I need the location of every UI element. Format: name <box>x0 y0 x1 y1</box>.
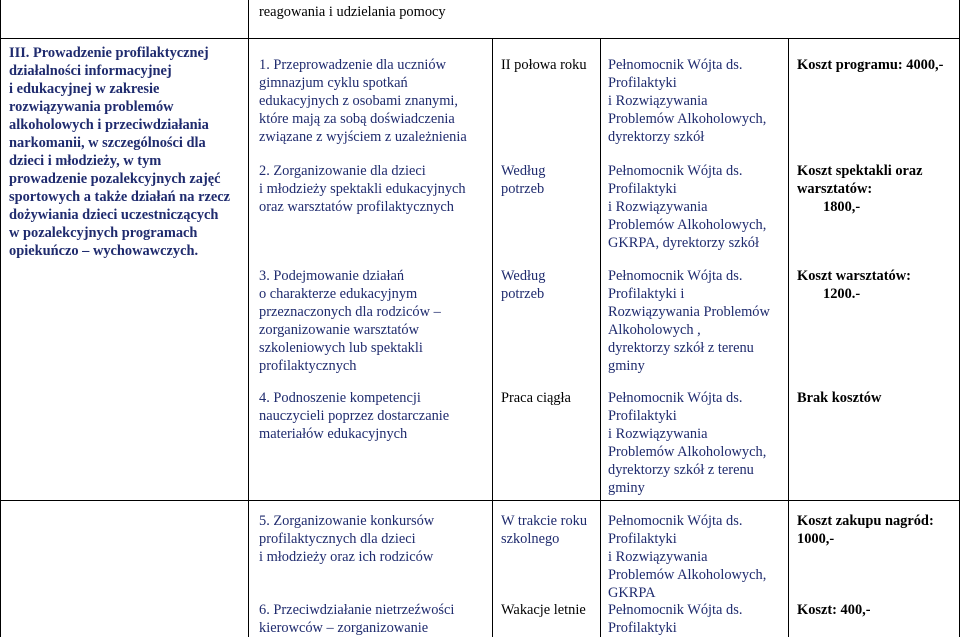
task-term <box>501 162 545 198</box>
text-line: Problemów Alkoholowych, <box>608 111 767 127</box>
text-line: Problemów Alkoholowych, <box>608 444 767 460</box>
text-line: Brak kosztów <box>797 390 882 406</box>
task-term <box>501 389 571 407</box>
text-line: i edukacyjnej w zakresie <box>9 81 160 97</box>
text-line: w pozalekcyjnych programach <box>9 225 198 241</box>
text-line: Pełnomocnik Wójta ds. <box>608 390 743 406</box>
text-line: opiekuńczo – wychowawczych. <box>9 243 199 259</box>
task-cost <box>797 267 911 303</box>
text-line: gimnazjum cyklu spotkań <box>259 75 408 91</box>
task-responsible <box>608 389 766 497</box>
text-line: potrzeb <box>501 286 545 302</box>
text-line: 2. Zorganizowanie dla dzieci <box>259 163 426 179</box>
task-cost <box>797 162 923 216</box>
text-line: GKRPA <box>608 585 656 601</box>
text-line: które mają za sobą doświadczenia <box>259 111 455 127</box>
text-line: szkoleniowych lub spektakli <box>259 340 423 356</box>
text-line: i Rozwiązywania <box>608 426 708 442</box>
row-divider <box>0 500 960 501</box>
text-line: Problemów Alkoholowych, <box>608 217 767 233</box>
text-line: Pełnomocnik Wójta ds. <box>608 268 743 284</box>
text-line: szkolnego <box>501 531 560 547</box>
text-line: i młodzieży oraz ich rodziców <box>259 549 434 565</box>
task-description <box>259 601 454 637</box>
text-line: profilaktycznych <box>259 358 357 374</box>
task-responsible <box>608 512 766 602</box>
text-line: dyrektorzy szkół <box>608 129 705 145</box>
text-line: Według <box>501 268 546 284</box>
text-line: i młodzieży spektakli edukacyjnych <box>259 181 466 197</box>
text-line: przeznaczonych dla rodziców – <box>259 304 441 320</box>
text-line: 6. Przeciwdziałanie nietrzeźwości <box>259 602 455 618</box>
text-line: W trakcie roku <box>501 513 588 529</box>
text-line: materiałów edukacyjnych <box>259 426 408 442</box>
text-line: edukacyjnych z osobami znanymi, <box>259 93 459 109</box>
text-line: Pełnomocnik Wójta ds. <box>608 513 743 529</box>
task-term <box>501 601 586 619</box>
task-responsible <box>608 267 770 375</box>
task-cost <box>797 389 881 407</box>
text-line: gminy <box>608 358 645 374</box>
text-line: Alkoholowych , <box>608 322 701 338</box>
text-line: II połowa roku <box>501 57 587 73</box>
row-divider <box>0 38 960 39</box>
text-line: Koszt spektakli oraz <box>797 163 923 179</box>
text-line: narkomanii, w szczególności dla <box>9 135 206 151</box>
text-line: kierowców – zorganizowanie <box>259 620 429 636</box>
text-line: 1000,- <box>797 531 835 547</box>
task-description <box>259 162 466 216</box>
text-line: Koszt warsztatów: <box>797 268 911 284</box>
text-line: i Rozwiązywania <box>608 199 708 215</box>
text-line: Profilaktyki <box>608 408 677 424</box>
text-line: Według <box>501 163 546 179</box>
text-line: Problemów Alkoholowych, <box>608 567 767 583</box>
text-line: alkoholowych i przeciwdziałania <box>9 117 209 133</box>
text-line: 5. Zorganizowanie konkursów <box>259 513 435 529</box>
text-line: dzieci i młodzieży, w tym <box>9 153 162 169</box>
text-line: oraz warsztatów profilaktycznych <box>259 199 454 215</box>
text-line: sportowych a także działań na rzecz <box>9 189 231 205</box>
text-line: 1. Przeprowadzenie dla uczniów <box>259 57 447 73</box>
section-heading <box>9 44 230 260</box>
text-line: GKRPA, dyrektorzy szkół <box>608 235 759 251</box>
task-description <box>259 267 441 375</box>
text-line: i Rozwiązywania <box>608 549 708 565</box>
text-line: warsztatów: <box>797 181 873 197</box>
task-cost <box>797 56 943 74</box>
text-line: Profilaktyki i <box>608 286 685 302</box>
text-line: Koszt: 400,- <box>797 602 871 618</box>
task-description <box>259 56 467 146</box>
task-description <box>259 389 449 443</box>
column-divider <box>248 0 249 637</box>
text-line: 4. Podnoszenie kompetencji <box>259 390 421 406</box>
text-line: Pełnomocnik Wójta ds. <box>608 163 743 179</box>
text-line: profilaktycznych dla dzieci <box>259 531 416 547</box>
task-responsible <box>608 162 766 252</box>
task-responsible <box>608 601 742 637</box>
text-line: Profilaktyki <box>608 620 677 636</box>
text-line: III. Prowadzenie profilaktycznej <box>9 45 209 61</box>
task-description <box>259 512 434 566</box>
task-term <box>501 56 587 74</box>
column-divider <box>600 38 601 637</box>
text-line: dyrektorzy szkół z terenu <box>608 340 754 356</box>
text-line: potrzeb <box>501 181 545 197</box>
text-line: rozwiązywania problemów <box>9 99 174 115</box>
text-line: Profilaktyki <box>608 181 677 197</box>
text-line: nauczycieli poprzez dostarczanie <box>259 408 450 424</box>
column-divider <box>788 38 789 637</box>
text-line: związane z wyjściem z uzależnienia <box>259 129 467 145</box>
text-line: zorganizowanie warsztatów <box>259 322 419 338</box>
column-divider <box>492 38 493 637</box>
text-line: o charakterze edukacyjnym <box>259 286 418 302</box>
text-line: działalności informacyjnej <box>9 63 172 79</box>
text-line: Pełnomocnik Wójta ds. <box>608 602 743 618</box>
text-line: Profilaktyki <box>608 75 677 91</box>
text-line: Rozwiązywania Problemów <box>608 304 770 320</box>
task-cost <box>797 512 934 548</box>
text-line: Pełnomocnik Wójta ds. <box>608 57 743 73</box>
text-line: Wakacje letnie <box>501 602 586 618</box>
text-line: prowadzenie pozalekcyjnych zajęć <box>9 171 221 187</box>
task-responsible <box>608 56 766 146</box>
top-row-text <box>259 3 446 21</box>
table-border-left <box>0 0 1 637</box>
text-line: Koszt programu: 4000,- <box>797 57 944 73</box>
text-line: 3. Podejmowanie działań <box>259 268 405 284</box>
task-cost <box>797 601 871 619</box>
text-line: Koszt zakupu nagród: <box>797 513 934 529</box>
text-line: Praca ciągła <box>501 390 571 406</box>
text-line: 1800,- <box>823 199 861 215</box>
text-line: reagowania i udzielania pomocy <box>259 4 446 20</box>
text-line: gminy <box>608 480 645 496</box>
text-line: Profilaktyki <box>608 531 677 547</box>
text-line: dożywiania dzieci uczestniczących <box>9 207 219 223</box>
text-line: dyrektorzy szkół z terenu <box>608 462 754 478</box>
task-term <box>501 267 545 303</box>
text-line: i Rozwiązywania <box>608 93 708 109</box>
task-term <box>501 512 587 548</box>
text-line: 1200.- <box>823 286 861 302</box>
